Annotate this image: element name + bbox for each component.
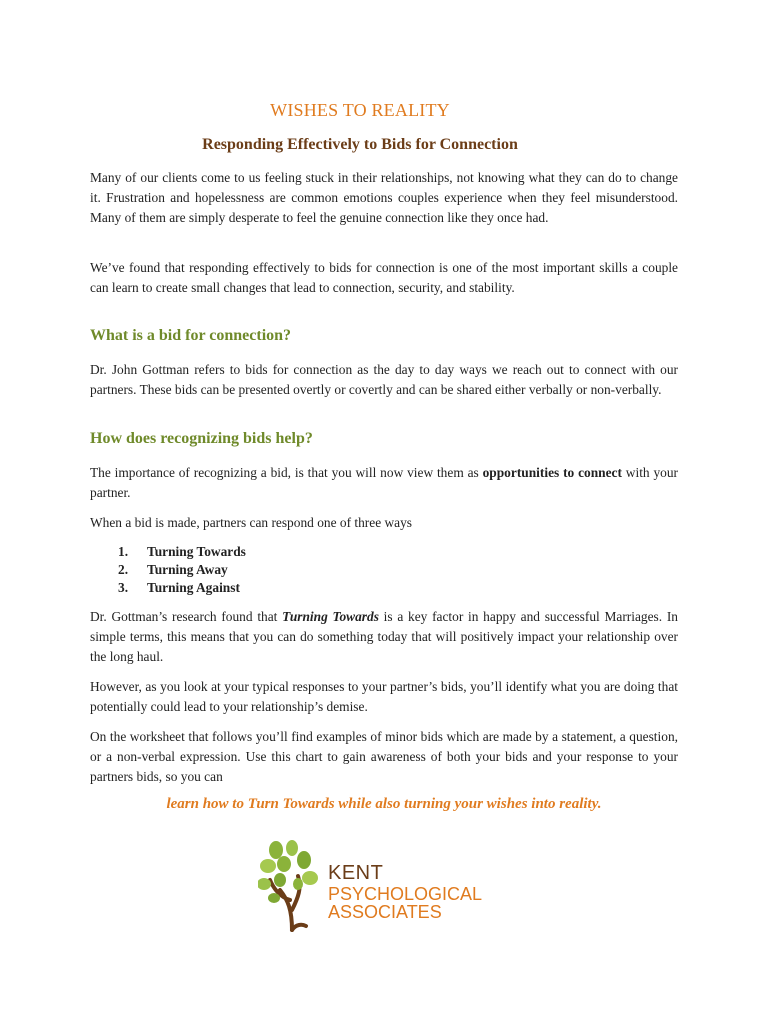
list-label: Turning Towards — [147, 544, 246, 559]
logo-kent-text: KENT — [328, 862, 384, 884]
logo-associates-text: ASSOCIATES — [328, 902, 442, 922]
bid-definition-paragraph: Dr. John Gottman refers to bids for connection as the day to day ways we reach out to connect with our partners. These bids can be presented overtly or covertly and can be shared either verbally or non-verbally. — [90, 362, 678, 397]
opportunities-emphasis: opportunities to connect — [482, 465, 622, 480]
list-item — [118, 561, 246, 579]
recognizing-text-after: with your partner. — [90, 465, 678, 500]
company-logo — [258, 840, 488, 930]
closing-statement: learn how to Turn Towards while also turning your wishes into reality. — [166, 796, 602, 812]
intro-paragraph: Many of our clients come to us feeling stuck in their relationships, not knowing what they can do to change it. Frustration and hopelessness are common emotions couples experience when they feel misunderstood. Many of them are simply desperate to feel the genuine connection like they once had. — [90, 170, 678, 225]
list-item — [118, 543, 246, 561]
document-title: WISHES TO REALITY — [270, 100, 450, 120]
list-number: 1. — [118, 544, 129, 559]
logo-psychological-text: PSYCHOLOGICAL — [328, 884, 483, 904]
worksheet-paragraph: On the worksheet that follows you’ll find examples of minor bids which are made by a statement, a question, or a non-verbal expression. Use this chart to gain awareness of both your bids and your response to your partners bids, so you can — [90, 729, 678, 784]
bids-importance-paragraph: We’ve found that responding effectively to bids for connection is one of the most important skills a couple can learn to create small changes that lead to connection, security, and stability. — [90, 260, 678, 295]
tree-icon — [258, 840, 338, 932]
list-label: Turning Against — [147, 580, 240, 595]
turning-towards-emphasis: Turning Towards — [282, 609, 379, 624]
response-ways-paragraph: When a bid is made, partners can respond one of three ways — [90, 515, 413, 530]
typical-responses-paragraph: However, as you look at your typical responses to your partner’s bids, you’ll identify what you are doing that potentially could lead to your relationship’s demise. — [90, 679, 678, 714]
section-heading-what-is-bid: What is a bid for connection? — [90, 327, 292, 344]
list-item — [118, 579, 246, 597]
recognizing-text-before: The importance of recognizing a bid, is that you will now view them as — [90, 465, 483, 480]
response-list — [118, 543, 246, 597]
research-paragraph — [90, 607, 678, 667]
document-subtitle: Responding Effectively to Bids for Connection — [202, 136, 518, 153]
recognizing-paragraph — [90, 463, 678, 503]
list-number: 3. — [118, 580, 129, 595]
list-label: Turning Away — [147, 562, 228, 577]
list-number: 2. — [118, 562, 129, 577]
research-text-before: Dr. Gottman’s research found that — [90, 609, 283, 624]
section-heading-recognizing-bids: How does recognizing bids help? — [90, 430, 313, 447]
research-text-after: is a key factor in happy and successful Marriages. In simple terms, this means that you can do something today that will positively impact your relationship over the long haul. — [90, 609, 679, 664]
